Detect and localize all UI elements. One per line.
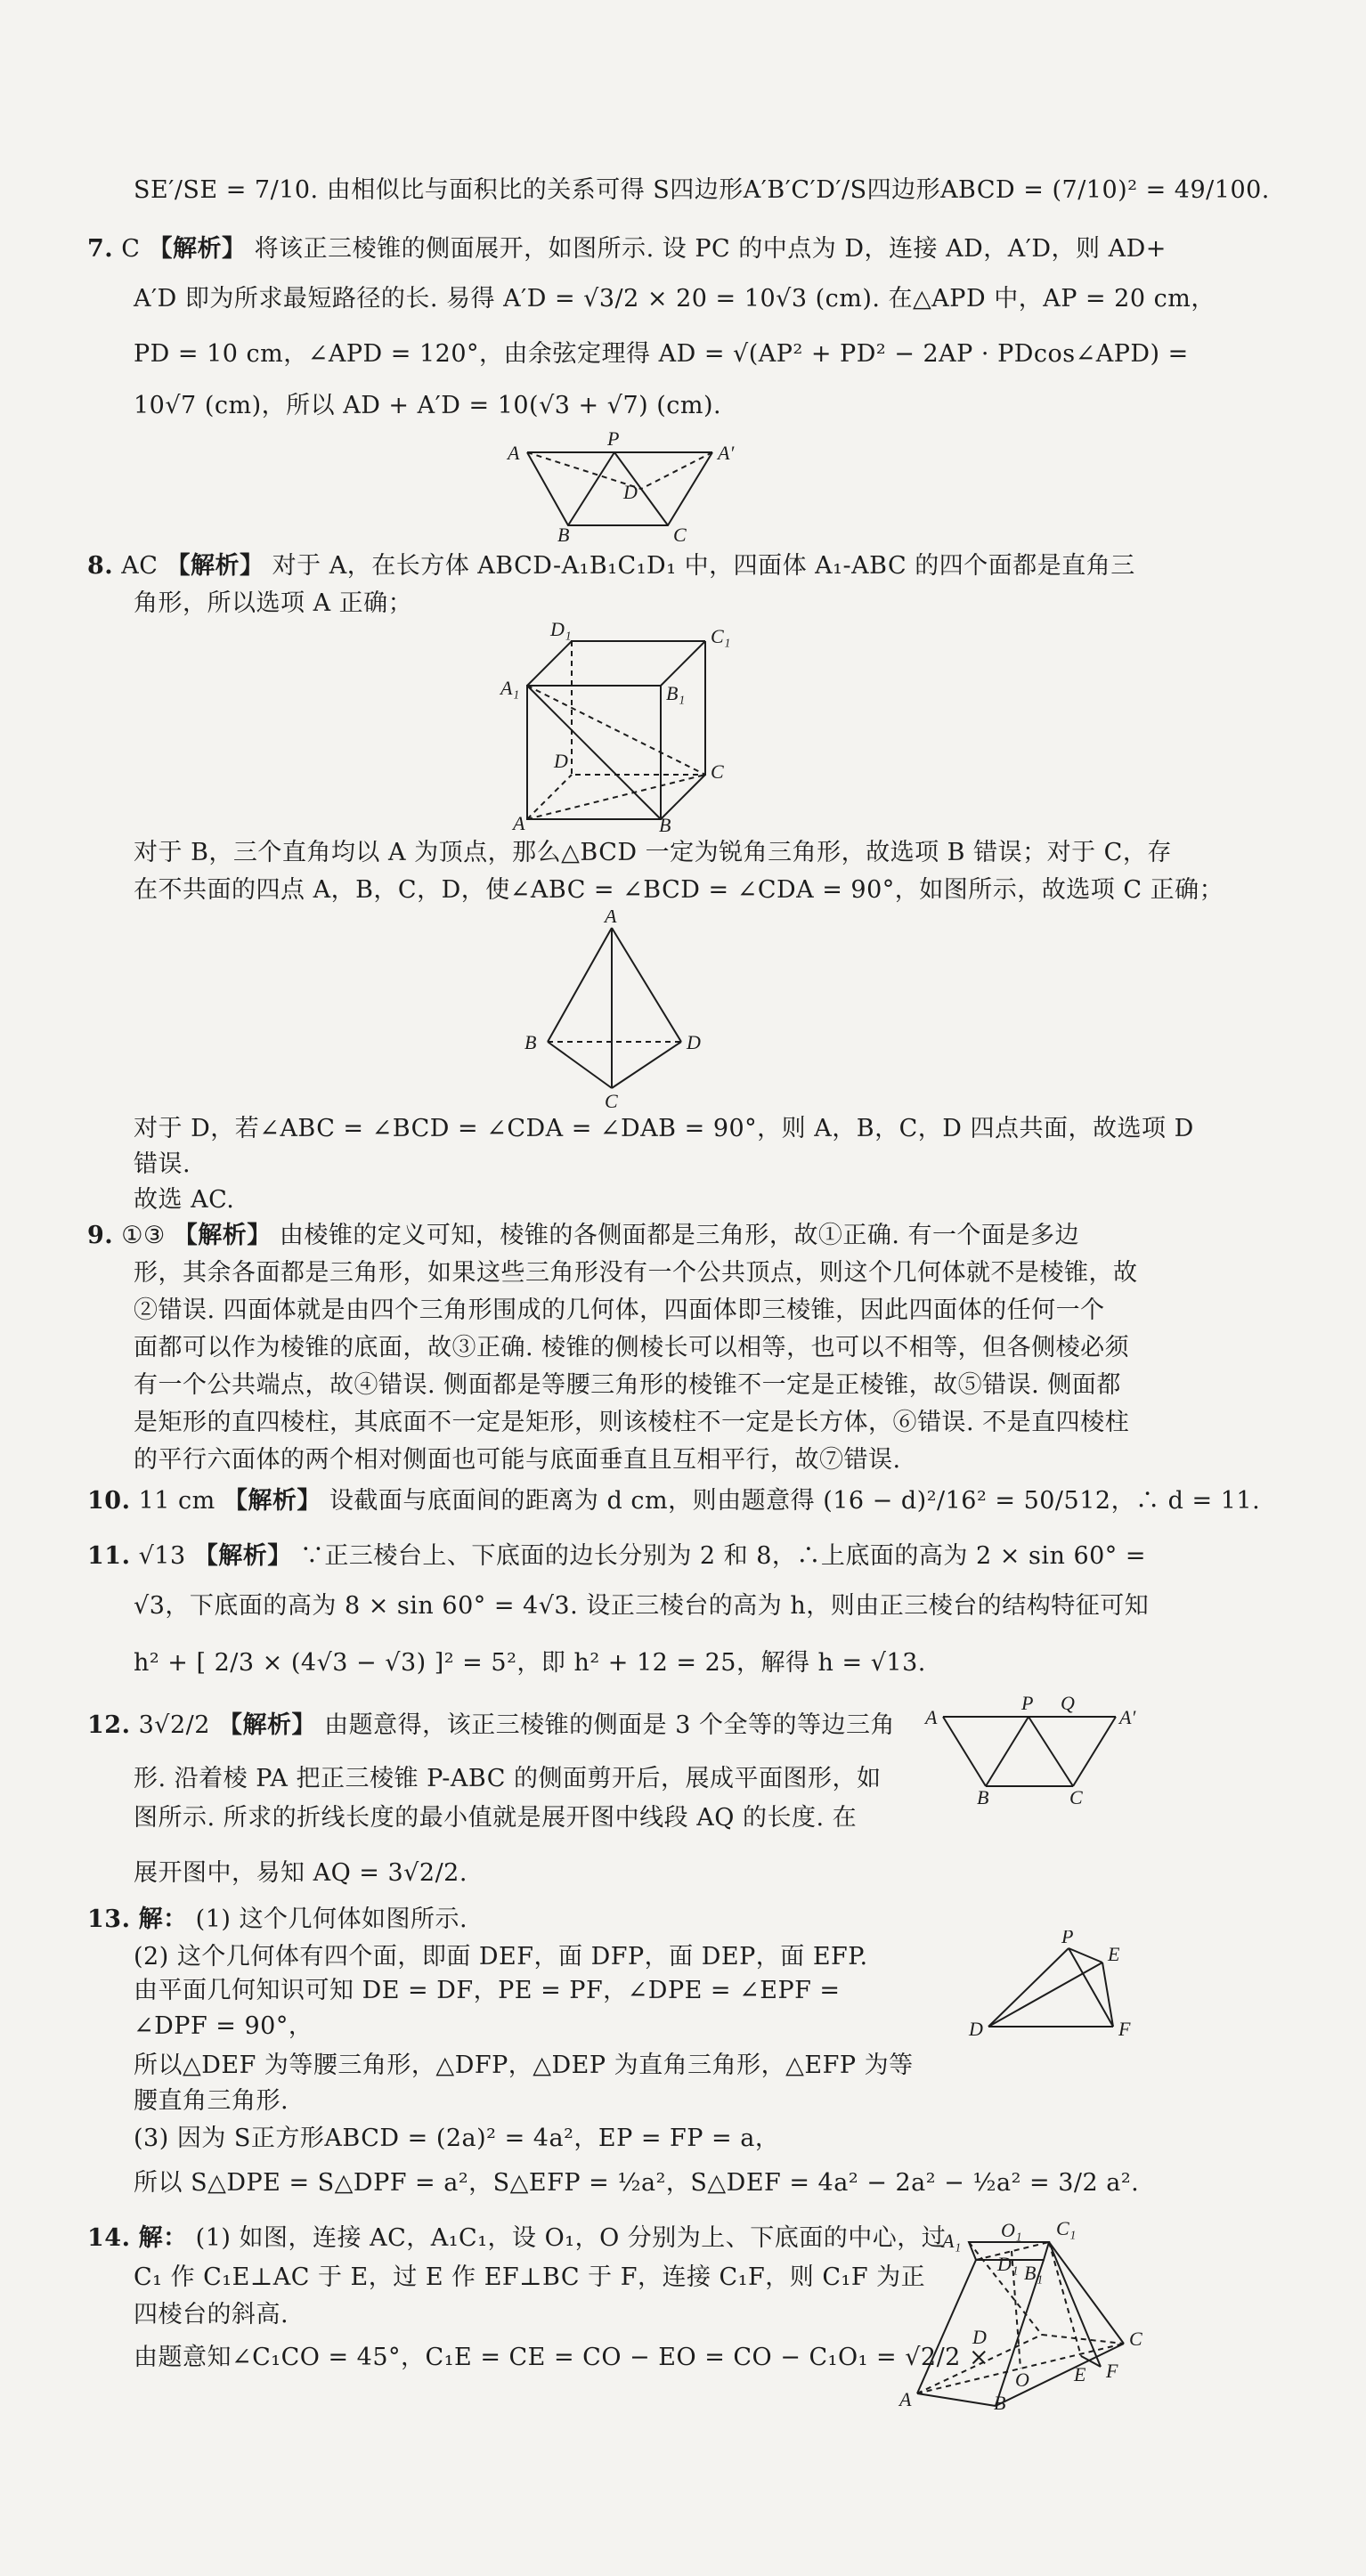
q8-label: A	[513, 812, 525, 833]
q14-label: D	[972, 2326, 987, 2348]
intro-line: SE′/SE = 7/10. 由相似比与面积比的关系可得 S四边形A′B′C′D′/S四边形ABCD = (7/10)² = 49/100.	[134, 176, 1270, 204]
q8-line: 在不共面的四点 A，B，C，D，使∠ABC = ∠BCD = ∠CDA = 90°，如图所示，故选项 C 正确；	[134, 876, 1224, 904]
q8-tag: 【解析】	[166, 552, 264, 580]
q13-answer: 解：	[138, 1906, 188, 1933]
q12-label: P	[1021, 1692, 1034, 1714]
q11-number: 11.	[87, 1542, 131, 1570]
q11-line: h² + [ 2/3 × (4√3 − √3) ]² = 5²，即 h² + 12 = 25，解得 h = √13.	[134, 1649, 926, 1677]
q7-line: 10√7 (cm)，所以 AD + A′D = 10(√3 + √7) (cm).	[134, 392, 722, 419]
q13-label: E	[1108, 1943, 1120, 1965]
q9-answer: ①③	[121, 1222, 166, 1249]
q14-label: D₁	[997, 2253, 1019, 2275]
q7-label: C	[673, 524, 687, 543]
q14-label: O₁	[1001, 2219, 1022, 2241]
q9-head	[87, 1220, 1079, 1252]
q7-label: D	[623, 481, 638, 503]
q13-line: 腰直角三角形.	[134, 2087, 289, 2115]
q8-answer: AC	[121, 552, 159, 580]
q13-line: 所以 S△DPE = S△DPF = a²，S△EFP = ½a²，S△DEF = 4a² − 2a² − ½a² = 3/2 a².	[134, 2169, 1140, 2197]
q8-label: C₁	[711, 625, 731, 647]
q8-label: B	[659, 814, 671, 833]
q14-answer: 解：	[138, 2224, 188, 2252]
q13-line: 所以△DEF 为等腰三角形，△DFP，△DEP 为直角三角形，△EFP 为等	[134, 2052, 914, 2079]
q7-label: B	[557, 524, 570, 543]
q12-answer: 3√2/2	[138, 1711, 210, 1739]
q13-line: (1) 这个几何体如图所示.	[195, 1906, 468, 1933]
q14-head	[87, 2223, 946, 2255]
q12-label: C	[1069, 1786, 1083, 1808]
q7-answer: C	[121, 235, 141, 263]
q7-label: P	[607, 427, 620, 450]
q14-line: C₁ 作 C₁E⊥AC 于 E，过 E 作 EF⊥BC 于 F，连接 C₁F，则 C₁F 为正	[134, 2263, 926, 2291]
q13-label: F	[1118, 2018, 1131, 2040]
q11-line: ∵正三棱台上、下底面的边长分别为 2 和 8，∴上底面的高为 2 × sin 60° =	[299, 1542, 1147, 1570]
q9-line: 的平行六面体的两个相对侧面也可能与底面垂直且互相平行，故⑦错误.	[134, 1446, 901, 1474]
q14-line: 四棱台的斜高.	[134, 2301, 289, 2328]
q8-label: C	[711, 760, 724, 783]
q8-label: A₁	[500, 677, 520, 699]
q12-number: 12.	[87, 1711, 131, 1739]
q8-cuboid-figure	[499, 614, 748, 836]
q12-label: A	[925, 1706, 938, 1728]
q7-tag: 【解析】	[148, 235, 247, 263]
q8-tetra-label: B	[524, 1031, 537, 1053]
q14-line: 由题意知∠C₁CO = 45°，C₁E = CE = CO − EO = CO − C₁O₁ = √2/2 ×	[134, 2344, 990, 2371]
q9-line: 由棱锥的定义可知，棱锥的各侧面都是三角形，故①正确. 有一个面是多边	[279, 1222, 1080, 1249]
q12-label: A′	[1119, 1706, 1136, 1728]
q9-line: 面都可以作为棱锥的底面，故③正确. 棱锥的侧棱长可以相等，也可以不相等，但各侧棱必须	[134, 1334, 1130, 1361]
q14-line: (1) 如图，连接 AC，A₁C₁，设 O₁，O 分别为上、下底面的中心，过	[195, 2224, 947, 2252]
q8-tetra-figure	[512, 910, 717, 1114]
q14-label: A	[899, 2388, 912, 2410]
q7-unfolded-figure	[499, 427, 748, 547]
q9-line: ②错误. 四面体就是由四个三角形围成的几何体，四面体即三棱锥，因此四面体的任何一个	[134, 1296, 1105, 1324]
q8-tetra-label: D	[687, 1031, 701, 1053]
q8-label: D₁	[550, 618, 572, 640]
q8-label: B₁	[666, 682, 686, 704]
q12-unfolded-figure	[922, 1692, 1144, 1811]
q12-label: B	[977, 1786, 989, 1808]
q14-label: E	[1074, 2363, 1086, 2385]
q9-number: 9.	[87, 1222, 114, 1249]
q10-tag: 【解析】	[223, 1487, 321, 1515]
q10-line: 设截面与底面间的距离为 d cm，则由题意得 (16 − d)²/16² = 50/512，∴ d = 11.	[329, 1487, 1261, 1515]
q14-frustum-figure	[890, 2208, 1149, 2417]
q9-line: 形，其余各面都是三角形，如果这些三角形没有一个公共顶点，则这个几何体就不是棱锥，故	[134, 1259, 1138, 1287]
q14-number: 14.	[87, 2224, 131, 2252]
q13-label: P	[1061, 1930, 1074, 1947]
q7-number: 7.	[87, 235, 114, 263]
q10-head	[87, 1485, 1260, 1517]
q13-line: ∠DPF = 90°，	[134, 2012, 313, 2040]
q14-label: F	[1106, 2360, 1118, 2382]
q7-label: A′	[718, 442, 735, 464]
q8-number: 8.	[87, 552, 114, 580]
q13-head	[87, 1904, 468, 1936]
q13-label: D	[969, 2018, 983, 2040]
q9-line: 是矩形的直四棱柱，其底面不一定是矩形，则该棱柱不一定是长方体，⑥错误. 不是直四棱柱	[134, 1409, 1130, 1436]
q10-answer: 11 cm	[138, 1487, 215, 1515]
q12-line: 图所示. 所求的折线长度的最小值就是展开图中线段 AQ 的长度. 在	[134, 1804, 858, 1832]
q11-line: √3，下底面的高为 8 × sin 60° = 4√3. 设正三棱台的高为 h，则由正三棱台的结构特征可知	[134, 1592, 1150, 1620]
q12-line: 由题意得，该正三棱锥的侧面是 3 个全等的等边三角	[324, 1711, 895, 1739]
q14-label: B₁	[1024, 2262, 1044, 2284]
q9-line: 有一个公共端点，故④错误. 侧面都是等腰三角形的棱锥不一定是正棱锥，故⑤错误. 侧面都	[134, 1371, 1121, 1399]
q8-line: 故选 AC.	[134, 1186, 235, 1214]
q12-label: Q	[1061, 1692, 1075, 1714]
q7-head	[87, 233, 1167, 265]
q8-line: 对于 A，在长方体 ABCD-A₁B₁C₁D₁ 中，四面体 A₁-ABC 的四个面都是直角三	[272, 552, 1135, 580]
q13-line: (3) 因为 S正方形ABCD = (2a)² = 4a²，EP = FP = a，	[134, 2125, 780, 2152]
q8-line: 角形，所以选项 A 正确；	[134, 589, 413, 617]
q14-label: B	[994, 2392, 1006, 2413]
q13-figure	[962, 1930, 1158, 2050]
q7-line: 将该正三棱锥的侧面展开，如图所示. 设 PC 的中点为 D，连接 AD，A′D，则 AD+	[254, 235, 1167, 263]
q14-label: A₁	[942, 2230, 962, 2252]
q8-line: 对于 B，三个直角均以 A 为顶点，那么△BCD 一定为锐角三角形，故选项 B 错误；对于 C，存	[134, 839, 1172, 866]
q8-line: 错误.	[134, 1150, 191, 1178]
q8-tetra-label: C	[605, 1090, 618, 1110]
q9-tag: 【解析】	[173, 1222, 272, 1249]
q8-label: D	[554, 750, 568, 772]
q12-line: 展开图中，易知 AQ = 3√2/2.	[134, 1859, 468, 1887]
q7-line: A′D 即为所求最短路径的长. 易得 A′D = √3/2 × 20 = 10√3 (cm). 在△APD 中，AP = 20 cm，	[134, 285, 1216, 313]
q8-tetra-label: A	[605, 910, 617, 927]
q12-line: 形. 沿着棱 PA 把正三棱锥 P-ABC 的侧面剪开后，展成平面图形，如	[134, 1765, 882, 1792]
q14-label: O	[1015, 2369, 1029, 2391]
q14-label: C	[1129, 2328, 1142, 2350]
q8-head	[87, 550, 1135, 582]
q11-tag: 【解析】	[193, 1542, 292, 1570]
q12-head	[87, 1710, 895, 1742]
q13-line: (2) 这个几何体有四个面，即面 DEF，面 DFP，面 DEP，面 EFP.	[134, 1943, 868, 1971]
q10-number: 10.	[87, 1487, 131, 1515]
q11-head	[87, 1540, 1146, 1572]
q8-line: 对于 D，若∠ABC = ∠BCD = ∠CDA = ∠DAB = 90°，则 A，B，C，D 四点共面，故选项 D	[134, 1115, 1194, 1142]
q13-number: 13.	[87, 1906, 131, 1933]
q12-tag: 【解析】	[218, 1711, 317, 1739]
q14-label: C₁	[1056, 2217, 1077, 2239]
q7-label: A	[508, 442, 520, 464]
q13-line: 由平面几何知识可知 DE = DF，PE = PF，∠DPE = ∠EPF =	[134, 1977, 841, 2004]
q11-answer: √13	[138, 1542, 186, 1570]
q7-line: PD = 10 cm，∠APD = 120°，由余弦定理得 AD = √(AP² + PD² − 2AP · PDcos∠APD) =	[134, 340, 1189, 368]
